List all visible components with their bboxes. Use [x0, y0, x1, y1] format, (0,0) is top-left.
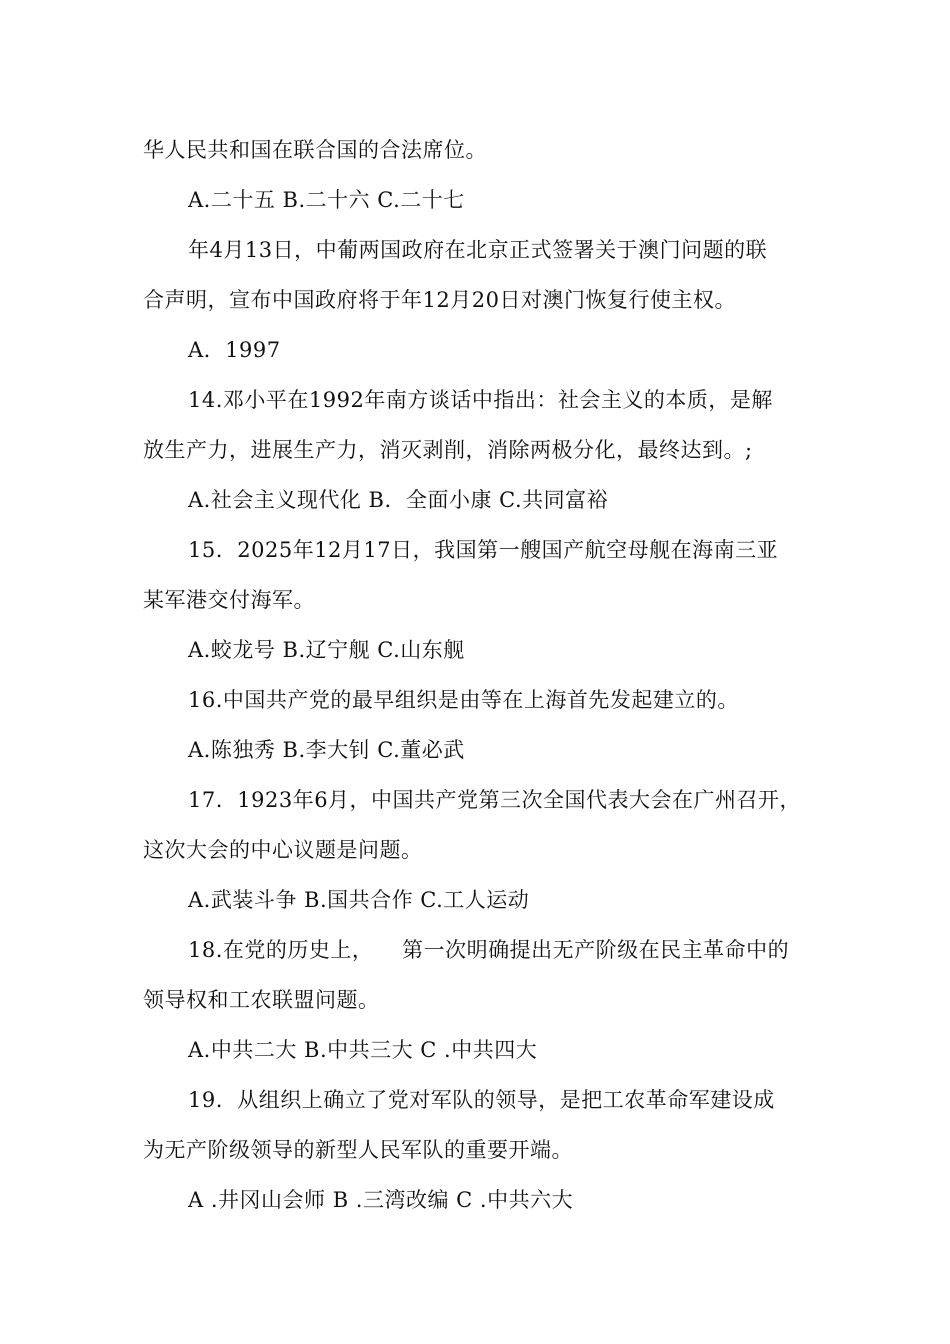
question-options-16: A.陈独秀 B.李大钊 C.董必武: [188, 738, 465, 762]
question-15-line-2: 某军港交付海军。: [143, 588, 315, 612]
question-13-line-2: 合声明，宣布中国政府将于年12月20日对澳门恢复行使主权。: [143, 288, 736, 312]
question-options-17: A.武装斗争 B.国共合作 C.工人运动: [188, 888, 530, 912]
question-19-line-1: 19. 从组织上确立了党对军队的领导，是把工农革命军建设成: [188, 1088, 775, 1112]
question-17-line-2: 这次大会的中心议题是问题。: [143, 838, 423, 862]
question-18-line-2: 领导权和工农联盟问题。: [143, 988, 380, 1012]
question-14-line-1: 14.邓小平在1992年南方谈话中指出：社会主义的本质，是解: [188, 388, 773, 412]
question-options-15: A.蛟龙号 B.辽宁舰 C.山东舰: [188, 638, 465, 662]
question-options-18: A.中共二大 B.中共三大 C .中共四大: [188, 1038, 538, 1062]
question-18-line-1: 18.在党的历史上， 第一次明确提出无产阶级在民主革命中的: [188, 938, 790, 962]
question-options-19: A .井冈山会师 B .三湾改编 C .中共六大: [188, 1188, 574, 1212]
question-options-12: A.二十五 B.二十六 C.二十七: [188, 188, 465, 212]
text-line-1: 华人民共和国在联合国的合法席位。: [143, 138, 487, 162]
question-13-line-1: 年4月13日，中葡两国政府在北京正式签署关于澳门问题的联: [188, 238, 768, 262]
question-options-14: A.社会主义现代化 B. 全面小康 C.共同富裕: [188, 488, 609, 512]
question-16-line-1: 16.中国共产党的最早组织是由等在上海首先发起建立的。: [188, 688, 739, 712]
question-options-13: A. 1997: [188, 338, 281, 362]
question-17-line-1: 17. 1923年6月，中国共产党第三次全国代表大会在广州召开，: [188, 788, 802, 812]
question-15-line-1: 15. 2025年12月17日，我国第一艘国产航空母舰在海南三亚: [188, 538, 779, 562]
question-19-line-2: 为无产阶级领导的新型人民军队的重要开端。: [143, 1138, 573, 1162]
question-14-line-2: 放生产力，进展生产力，消灭剥削，消除两极分化，最终达到。;: [143, 438, 753, 462]
